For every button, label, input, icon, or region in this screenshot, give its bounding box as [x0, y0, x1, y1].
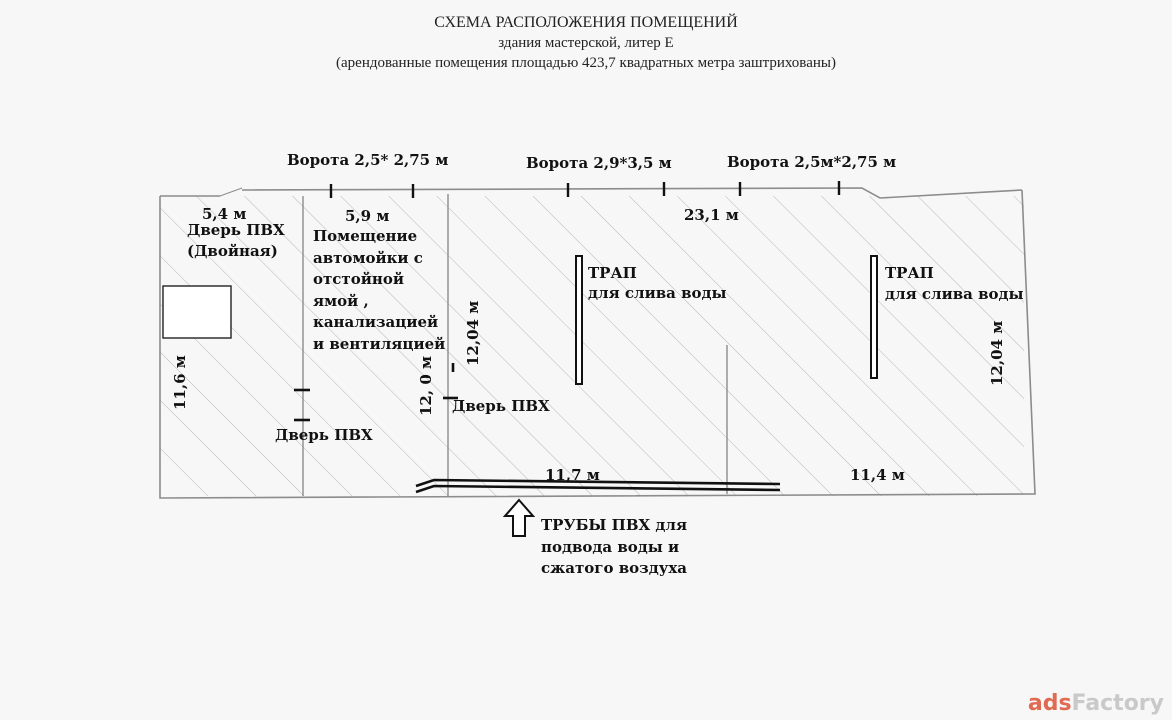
dimension-bottom-right: 11,4 м: [850, 466, 905, 484]
trap-left-sublabel: для слива воды: [588, 284, 727, 302]
gate-label-3: Ворота 2,5м*2,75 м: [727, 153, 897, 171]
plan-subtitle: здания мастерской, литер Е: [498, 35, 674, 51]
dimension-top-right: 23,1 м: [684, 206, 739, 224]
rented-area-hatching: [160, 196, 1024, 496]
door-double-sublabel: (Двойная): [187, 242, 278, 260]
trap-left-label: ТРАП: [588, 264, 637, 282]
trap-right-label: ТРАП: [885, 264, 934, 282]
dimension-top-left: 5,4 м: [202, 205, 247, 223]
watermark-prefix: ads: [1027, 691, 1072, 716]
arrow-up-icon: [505, 500, 533, 536]
dimension-top-mid: 5,9 м: [345, 207, 390, 225]
carwash-room-label: Помещение автомойки с отстойной ямой , канализацией и вентиляцией: [313, 227, 446, 353]
pipes-label: ТРУБЫ ПВХ для подвода воды и сжатого воздуха: [541, 516, 688, 577]
gate-label-2: Ворота 2,9*3,5 м: [526, 154, 672, 172]
dimension-left-height: 11,6 м: [171, 355, 189, 410]
watermark-logo: [1028, 691, 1164, 716]
trap-right: [871, 256, 877, 378]
watermark-suffix: Factory: [1071, 691, 1164, 716]
dimension-wash-height: 12, 0 м: [417, 355, 435, 416]
door-mid-label: Дверь ПВХ: [452, 397, 550, 415]
dimension-mid-height: 12,04 м: [464, 300, 482, 366]
gate-label-1: Ворота 2,5* 2,75 м: [287, 151, 449, 169]
trap-left: [576, 256, 582, 384]
plan-note: (арендованные помещения площадью 423,7 квадратных метра заштрихованы): [336, 55, 836, 71]
door-double-label: Дверь ПВХ: [187, 221, 285, 239]
dimension-right-height: 12,04 м: [988, 320, 1006, 386]
trap-right-sublabel: для слива воды: [885, 285, 1024, 303]
plan-title: СХЕМА РАСПОЛОЖЕНИЯ ПОМЕЩЕНИЙ: [434, 14, 738, 31]
equipment-box: [163, 286, 231, 338]
dimension-bottom-mid: 11,7 м: [545, 466, 600, 484]
door-left-label: Дверь ПВХ: [275, 426, 373, 444]
